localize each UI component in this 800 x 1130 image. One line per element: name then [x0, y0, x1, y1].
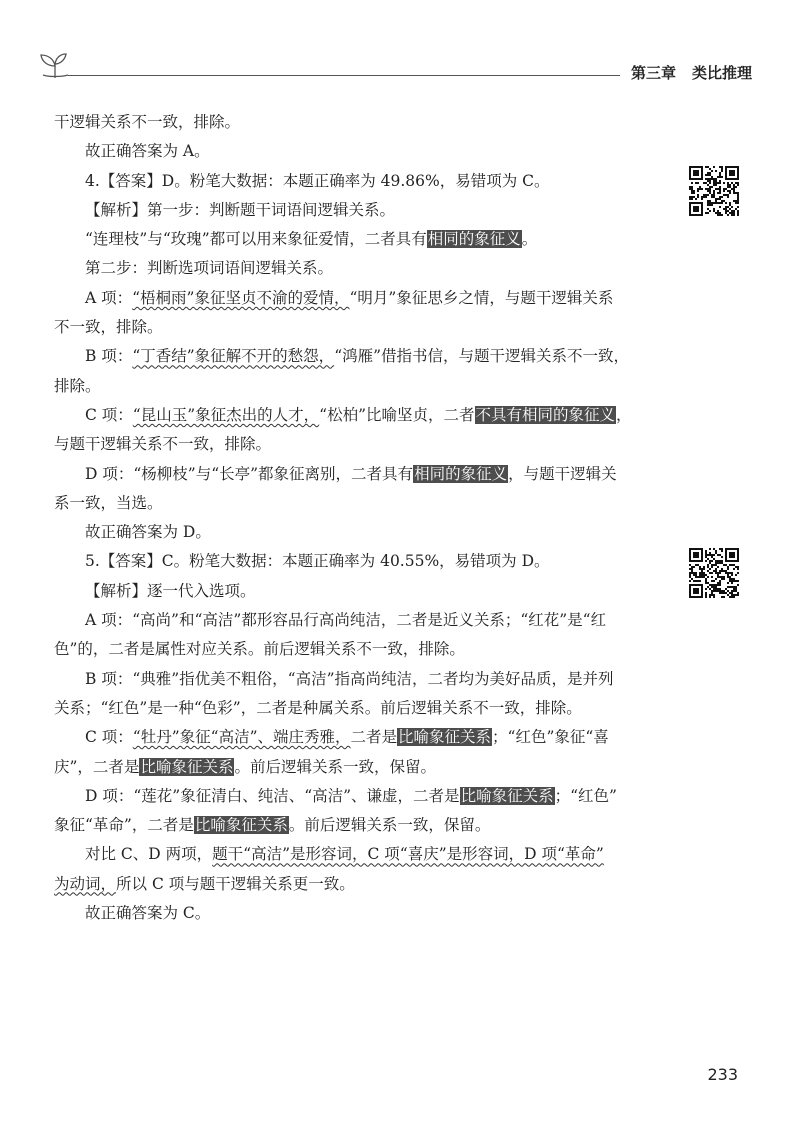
- text-line: [54, 196, 664, 225]
- body-text: 排除。: [54, 376, 101, 395]
- text-line: [54, 840, 664, 869]
- text-line: [54, 547, 664, 576]
- text-line: [54, 254, 664, 283]
- qr-code-icon[interactable]: [689, 548, 739, 598]
- body-text: 故正确答案为 A。: [85, 142, 210, 161]
- wavy-underlined-text: 为动词，: [54, 874, 117, 893]
- text-line: [54, 430, 664, 459]
- text-line: [54, 167, 664, 196]
- body-text: 。前后逻辑关系一致，保留。: [288, 816, 491, 835]
- body-text: B 项：“典雅”指优美不粗俗，“高洁”指高尚纯洁，二者均为美好品质，是并列: [85, 669, 614, 688]
- text-line: [54, 899, 664, 928]
- text-line: [54, 401, 664, 430]
- highlighted-key-phrase: 比喻象征关系: [460, 786, 554, 805]
- wavy-underlined-text: “昆山玉”象征杰出的人才，: [132, 405, 320, 424]
- text-line: [54, 870, 664, 899]
- body-text: “连理枝”与“玫瑰”都可以用来象征爱情，二者具有: [85, 230, 427, 249]
- text-line: [54, 372, 664, 401]
- body-text: 5.【答案】C。粉笔大数据：本题正确率为 40.55%，易错项为 D。: [85, 552, 550, 571]
- wavy-underlined-text: “丁香结”象征解不开的愁怨，: [132, 347, 335, 366]
- body-text: 不一致，排除。: [54, 318, 163, 337]
- body-text: C 项：: [85, 728, 133, 747]
- text-line: [54, 225, 664, 254]
- body-text: 第二步：判断选项词语间逻辑关系。: [85, 259, 334, 278]
- body-text: 。: [521, 230, 538, 249]
- body-text: 系一致，当选。: [54, 493, 163, 512]
- body-text: D 项：“莲花”象征清白、纯洁、“高洁”、谦虚，二者是: [85, 786, 460, 805]
- body-text: 象征“革命”，二者是: [54, 816, 194, 835]
- header-rule: [68, 75, 620, 76]
- text-line: [54, 577, 664, 606]
- body-text: 与题干逻辑关系不一致，排除。: [54, 435, 272, 454]
- wavy-underlined-text: 题干“高洁”是形容词，C 项“喜庆”是形容词，D 项“革命”: [212, 845, 604, 864]
- body-text: ；“红色”: [554, 786, 617, 805]
- highlighted-key-phrase: 比喻象征关系: [194, 816, 288, 835]
- body-text: “松柏”比喻坚贞，二者: [319, 405, 475, 424]
- highlighted-key-phrase: 比喻象征关系: [140, 757, 234, 776]
- text-line: [54, 342, 664, 371]
- text-line: [54, 284, 664, 313]
- text-line: [54, 460, 664, 489]
- sprout-icon: [38, 50, 72, 84]
- page-number: 233: [707, 1065, 738, 1084]
- body-text: 庆”，二者是: [54, 757, 140, 776]
- body-text: 色”的，二者是属性对应关系。前后逻辑关系不一致，排除。: [54, 640, 465, 659]
- highlighted-key-phrase: 相同的象征义: [427, 230, 521, 249]
- body-text: C 项：: [85, 405, 133, 424]
- body-text: 干逻辑关系不一致，排除。: [54, 113, 241, 131]
- text-line: [54, 723, 664, 752]
- chapter-name: 类比推理: [691, 64, 752, 82]
- highlighted-key-phrase: 不具有相同的象征义: [475, 405, 616, 424]
- body-text: B 项：: [85, 347, 133, 366]
- text-line: [54, 665, 664, 694]
- page-body: [54, 108, 664, 928]
- text-line: [54, 753, 664, 782]
- text-line: [54, 811, 664, 840]
- body-text: 故正确答案为 D。: [85, 523, 211, 542]
- highlighted-key-phrase: 相同的象征义: [414, 464, 508, 483]
- text-line: [54, 313, 664, 342]
- body-text: “明月”象征思乡之情，与题干逻辑关系: [349, 288, 614, 307]
- text-line: [54, 635, 664, 664]
- body-text: ，与题干逻辑关: [508, 464, 617, 483]
- body-text: ；“红色”象征“喜: [492, 728, 609, 747]
- text-line: [54, 108, 664, 137]
- body-text: 4.【答案】D。粉笔大数据：本题正确率为 49.86%，易错项为 C。: [85, 171, 550, 190]
- body-text: 所以 C 项与题干逻辑关系更一致。: [116, 874, 355, 893]
- text-line: [54, 782, 664, 811]
- text-line: [54, 489, 664, 518]
- body-text: 【解析】逐一代入选项。: [85, 581, 256, 600]
- body-text: 二者是: [350, 728, 398, 747]
- body-text: 对比 C、D 两项，: [85, 845, 213, 864]
- chapter-title: [631, 62, 752, 83]
- page-header: [38, 58, 752, 88]
- body-text: 【解析】第一步：判断题干词语间逻辑关系。: [85, 200, 396, 219]
- body-text: D 项：“杨柳枝”与“长亭”都象征离别，二者具有: [85, 464, 414, 483]
- body-text: “鸿雁”借指书信，与题干逻辑关系不一致，: [334, 347, 630, 366]
- qr-code-icon[interactable]: [689, 166, 739, 216]
- body-text: A 项：“高尚”和“高洁”都形容品行高尚纯洁，二者是近义关系；“红花”是“红: [85, 611, 607, 630]
- text-line: [54, 606, 664, 635]
- highlighted-key-phrase: 比喻象征关系: [398, 728, 492, 747]
- body-text: A 项：: [85, 288, 133, 307]
- body-text: 。前后逻辑关系一致，保留。: [234, 757, 436, 776]
- wavy-underlined-text: “牡丹”象征“高洁”、端庄秀雅，: [132, 728, 351, 747]
- wavy-underlined-text: “梧桐雨”象征坚贞不渝的爱情，: [132, 288, 350, 307]
- body-text: ，: [616, 405, 632, 424]
- text-line: [54, 518, 664, 547]
- text-line: [54, 694, 664, 723]
- chapter-number: 第三章: [630, 64, 676, 82]
- body-text: 故正确答案为 C。: [85, 904, 211, 923]
- body-text: 关系；“红色”是一种“色彩”，二者是种属关系。前后逻辑关系不一致，排除。: [54, 698, 582, 717]
- text-line: [54, 137, 664, 166]
